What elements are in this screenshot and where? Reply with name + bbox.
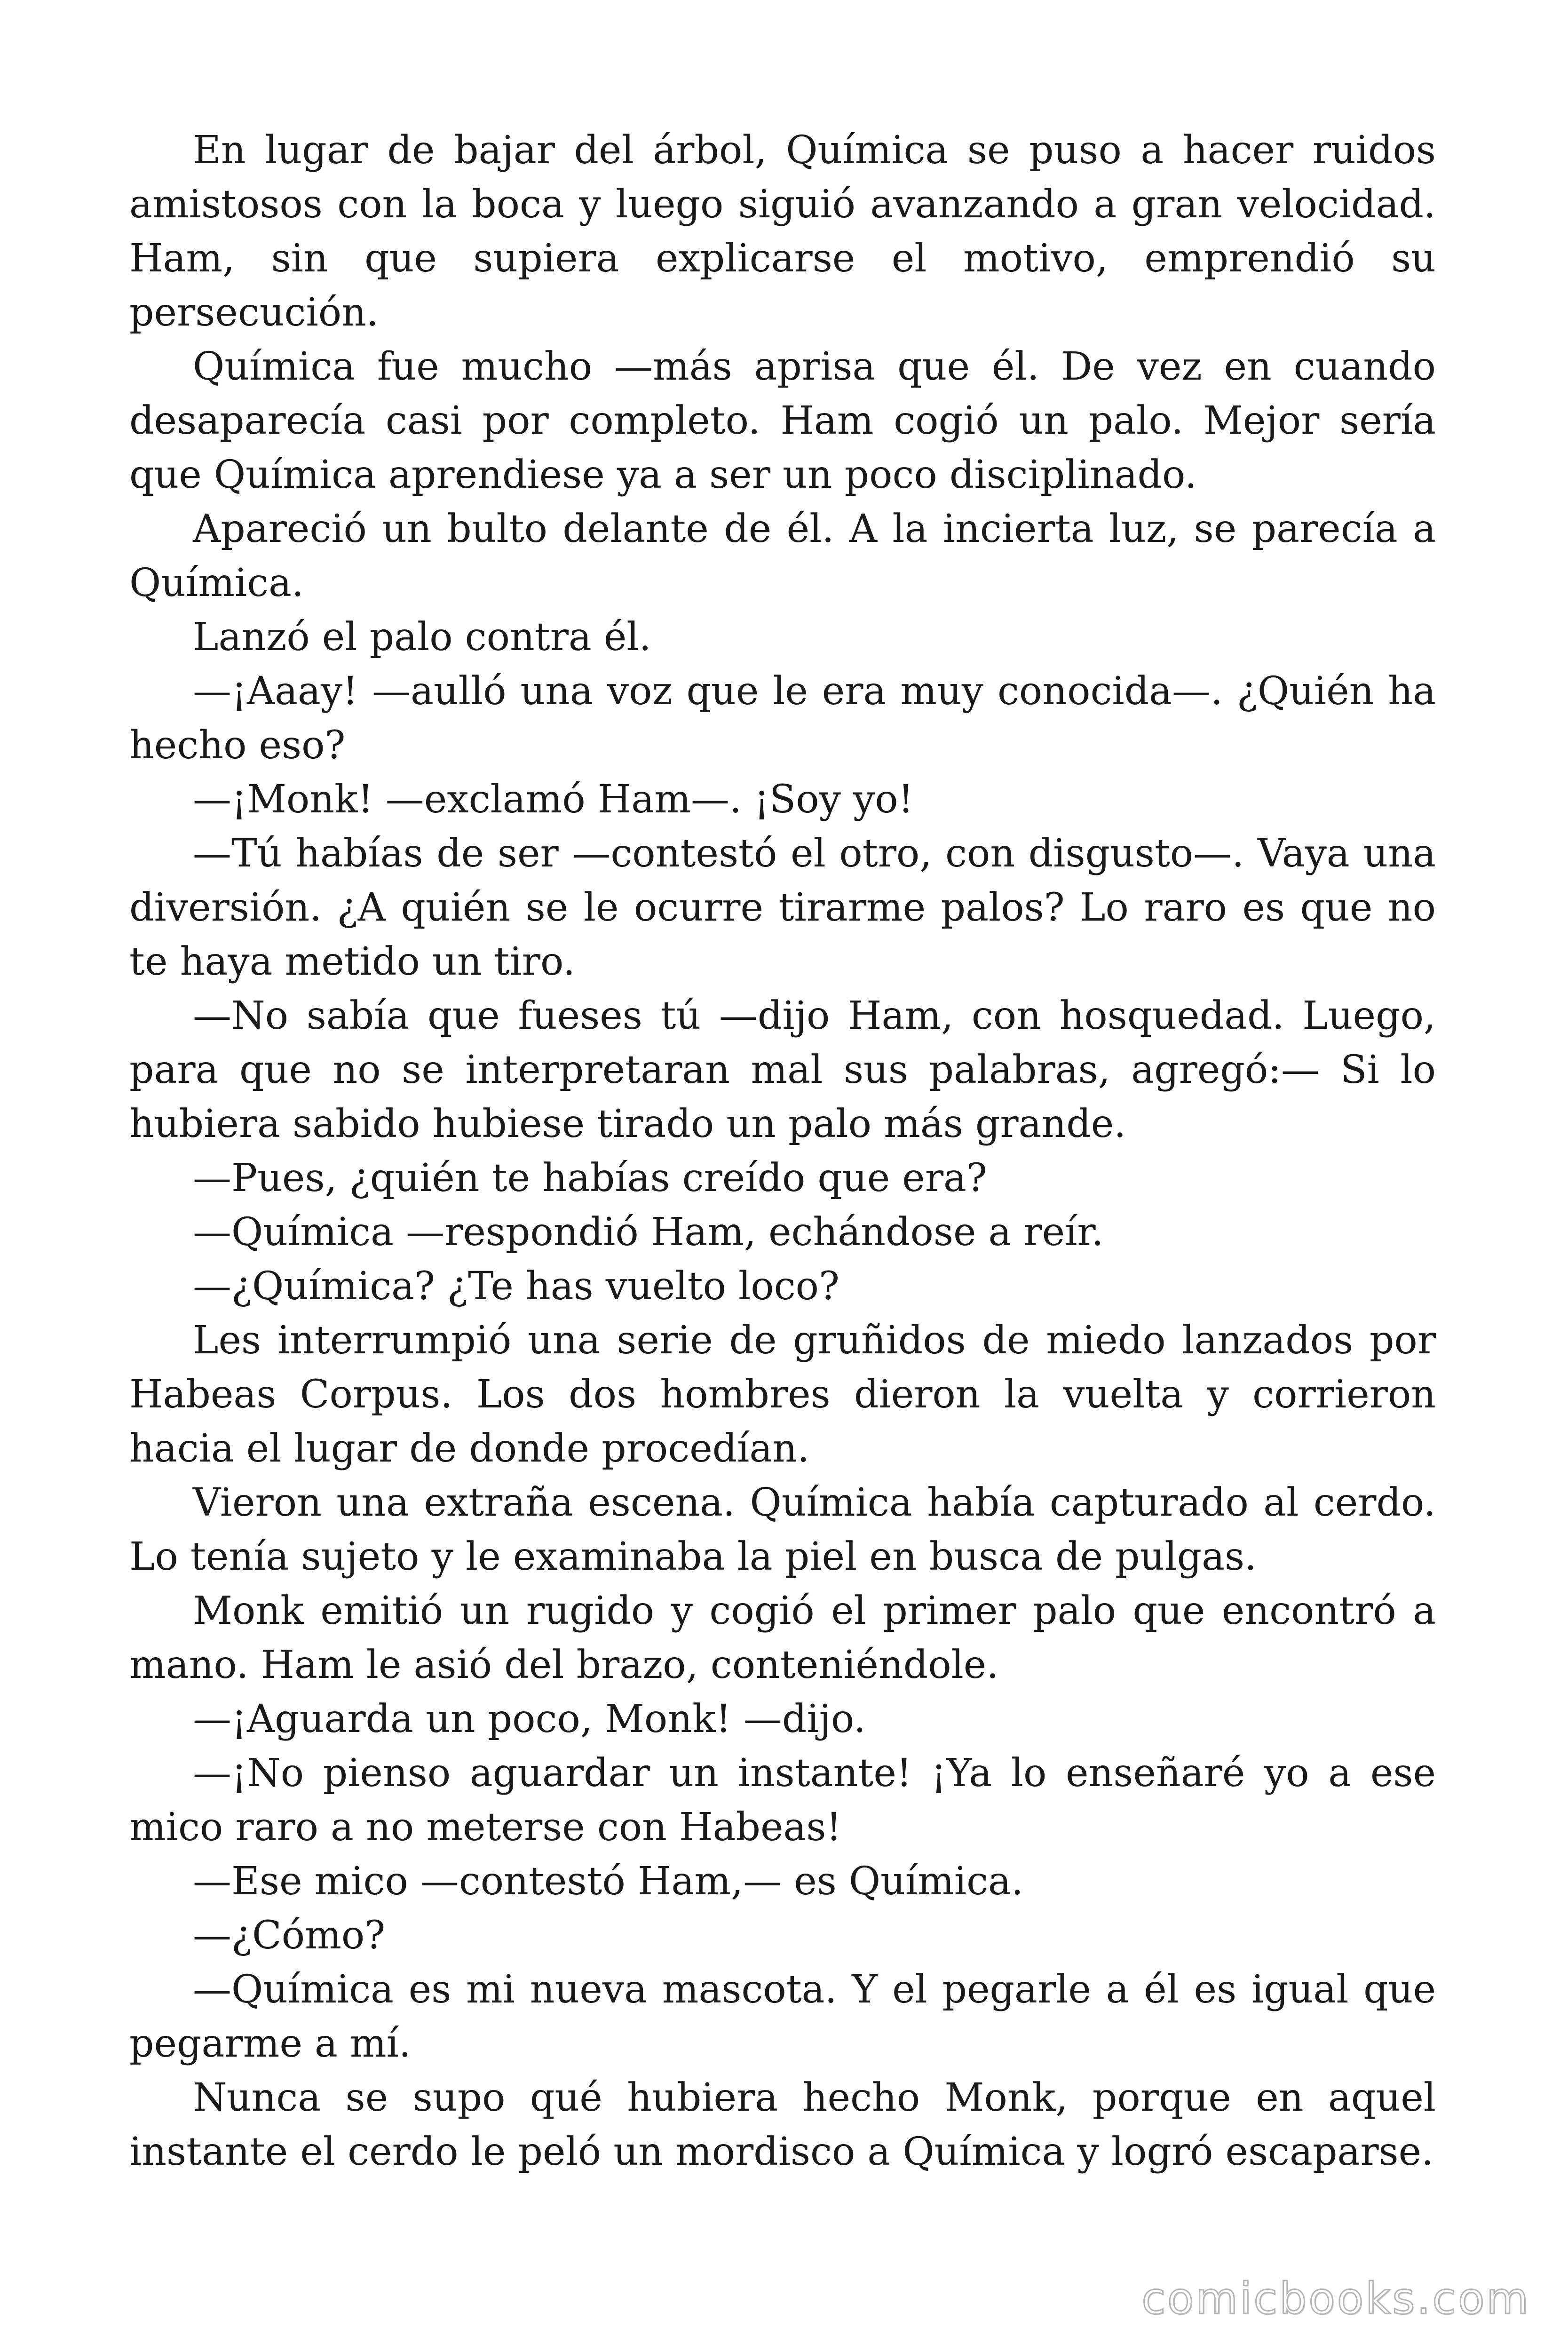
paragraph: Monk emitió un rugido y cogió el primer palo que encontró a mano. Ham le asió del brazo, conteniéndole. — [129, 1589, 1436, 1687]
paragraph: —¡Aaay! —aulló una voz que le era muy conocida—. ¿Quién ha hecho eso? — [129, 669, 1436, 768]
paragraph: —Tú habías de ser —contestó el otro, con disgusto—. Vaya una diversión. ¿A quién se le ocurre tirarme palos? Lo raro es que no te haya metido un tiro. — [129, 831, 1436, 984]
paragraph: —¿Cómo? — [193, 1913, 386, 1958]
watermark: comicbooks.com — [1141, 2273, 1530, 2324]
paragraph: —Pues, ¿quién te habías creído que era? — [193, 1156, 987, 1200]
paragraph: —Química —respondió Ham, echándose a reír. — [193, 1210, 1104, 1255]
paragraph: Química fue mucho —más aprisa que él. De vez en cuando desaparecía casi por completo. Ham cogió un palo. Mejor sería que Química aprendiese ya a ser un poco disciplinado. — [129, 344, 1436, 497]
paragraph: En lugar de bajar del árbol, Química se puso a hacer ruidos amistosos con la boca y luego siguió avanzando a gran velocidad. Ham, sin que supiera explicarse el motivo, emprendió su persecución. — [129, 128, 1436, 335]
body-text — [129, 123, 1436, 2179]
paragraph: —¡No pienso aguardar un instante! ¡Ya lo enseñaré yo a ese mico raro a no meterse con Habeas! — [129, 1751, 1436, 1850]
paragraph: Nunca se supo qué hubiera hecho Monk, porque en aquel instante el cerdo le peló un mordisco a Química y logró escaparse. — [129, 2075, 1436, 2174]
paragraph: —Ese mico —contestó Ham,— es Química. — [193, 1859, 1024, 1904]
paragraph: —Química es mi nueva mascota. Y el pegarle a él es igual que pegarme a mí. — [129, 1967, 1436, 2066]
paragraph: —¿Química? ¿Te has vuelto loco? — [193, 1264, 839, 1309]
paragraph: Les interrumpió una serie de gruñidos de miedo lanzados por Habeas Corpus. Los dos hombres dieron la vuelta y corrieron hacia el lugar de donde procedían. — [129, 1318, 1436, 1471]
paragraph: —No sabía que fueses tú —dijo Ham, con hosquedad. Luego, para que no se interpretaran mal sus palabras, agregó:— Si lo hubiera sabido hubiese tirado un palo más grande. — [129, 993, 1436, 1146]
paragraph: —¡Monk! —exclamó Ham—. ¡Soy yo! — [193, 777, 914, 822]
paragraph: Lanzó el palo contra él. — [193, 615, 651, 660]
paragraph: Apareció un bulto delante de él. A la incierta luz, se parecía a Química. — [129, 507, 1436, 605]
paragraph: —¡Aguarda un poco, Monk! —dijo. — [193, 1697, 866, 1741]
paragraph: Vieron una extraña escena. Química había capturado al cerdo. Lo tenía sujeto y le examinaba la piel en busca de pulgas. — [129, 1480, 1436, 1579]
